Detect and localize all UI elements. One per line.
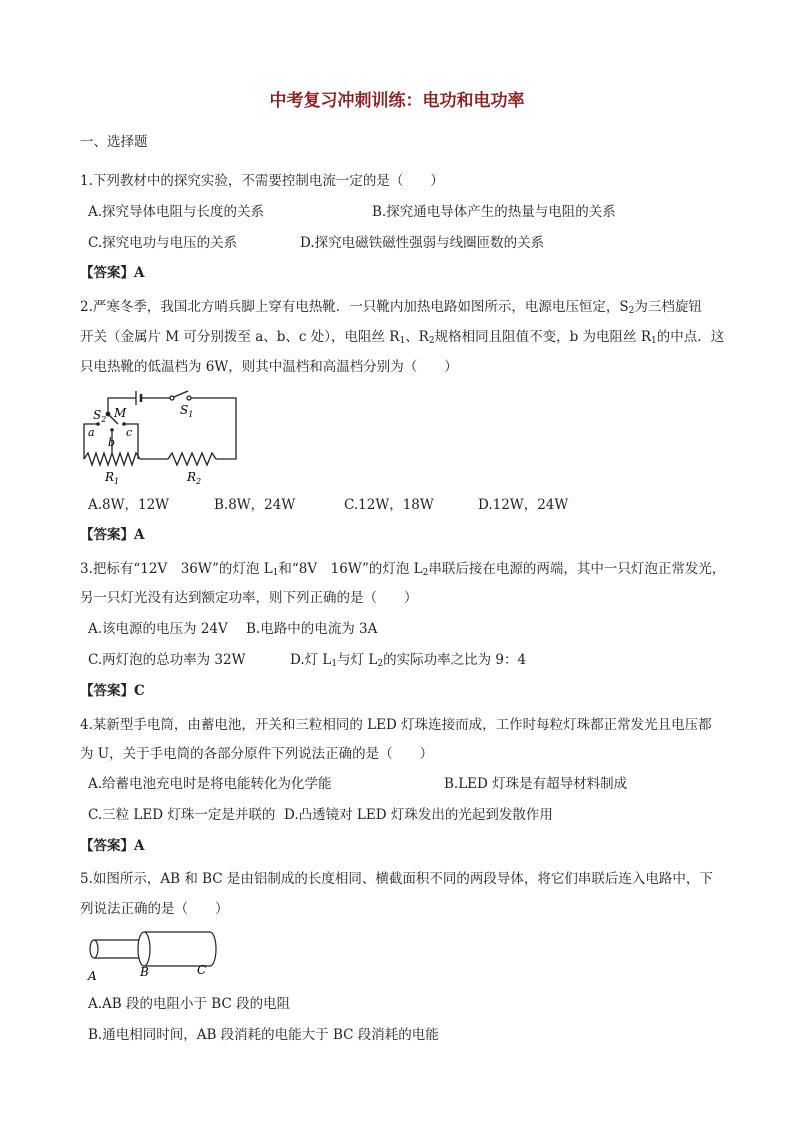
q2-stem-line2: 开关（金属片 M 可分别拨至 a、b、c 处），电阻丝 $R_1$、$R_2$规格相同且阻值不变，b 为电阻丝 $R_1$的中点．这: [80, 329, 725, 346]
svg-text:a: a: [88, 426, 95, 439]
r1-zigzag: [84, 453, 140, 465]
q2-circuit-diagram: [74, 384, 244, 488]
svg-text:b: b: [108, 436, 116, 449]
svg-text:R2: $R_2$: [187, 470, 202, 486]
q2-option-d: D.12W，24W: [478, 497, 569, 513]
q2-stem-line1: 2.严寒冬季，我国北方哨兵脚上穿有电热靴．一只靴内加热电路如图所示，电源电压恒定，$S_2$为三档旋钮: [80, 299, 702, 316]
conductor-bc: [144, 932, 216, 966]
svg-text:A: A: [88, 969, 97, 983]
q2-option-b: B.8W，24W: [214, 497, 296, 513]
q1-option-c: C.探究电功与电压的关系: [88, 235, 238, 251]
q3-option-b: B.电路中的电流为 3A: [246, 621, 378, 637]
svg-text:C: C: [197, 963, 207, 977]
q2-option-a: A.8W，12W: [88, 497, 170, 513]
page-title: 中考复习冲刺训练：电功和电功率: [269, 91, 525, 111]
q5-option-b: B.通电相同时间，AB 段消耗的电能大于 BC 段消耗的电能: [88, 1027, 439, 1043]
q3-option-a: A.该电源的电压为 24V: [88, 621, 228, 637]
q5-option-a: A.AB 段的电阻小于 BC 段的电阻: [88, 996, 291, 1012]
q5-stem-line2: 列说法正确的是（ ）: [80, 901, 229, 917]
svg-text:M: M: [114, 406, 127, 420]
q3-stem-line2: 另一只灯光没有达到额定功率，则下列正确的是（ ）: [80, 590, 418, 606]
q5-conductor-diagram: [82, 924, 222, 986]
q4-stem-line1: 4.某新型手电筒，由蓄电池，开关和三粒相同的 LED 灯珠连接而成，工作时每粒灯珠都正常发光且电压都: [80, 717, 712, 733]
q4-option-d: D.凸透镜对 LED 灯珠发出的光起到发散作用: [284, 807, 553, 823]
q1-answer: 【答案】A: [80, 265, 145, 281]
q4-option-c: C.三粒 LED 灯珠一定是并联的: [88, 807, 276, 823]
svg-text:S2: $S_2$: [93, 408, 107, 424]
svg-text:R1: $R_1$: [105, 470, 120, 486]
q3-answer: 【答案】C: [80, 683, 145, 699]
section-heading: 一、选择题: [80, 134, 148, 150]
conductor-bc-end: [138, 932, 150, 966]
q4-option-b: B.LED 灯珠是有超导材料制成: [444, 776, 628, 792]
q1-option-a: A.探究导体电阻与长度的关系: [88, 204, 265, 220]
r2-zigzag: [168, 453, 216, 465]
q4-option-a: A.给蓄电池充电时是将电能转化为化学能: [88, 776, 332, 792]
q1-stem: 1.下列教材中的探究实验，不需要控制电流一定的是（ ）: [80, 173, 444, 189]
q2-option-c: C.12W，18W: [344, 497, 434, 513]
q3-stem-line1: 3.把标有“12V 36W”的灯泡 $L_1$和“8V 16W”的灯泡 $L_2$串联后接在电源的两端，其中一只灯泡正常发光，: [80, 561, 726, 578]
q1-option-d: D.探究电磁铁磁性强弱与线圈匝数的关系: [300, 235, 545, 251]
q1-option-b: B.探究通电导体产生的热量与电阻的关系: [372, 204, 616, 220]
switch-s1-blade: [174, 391, 188, 397]
svg-text:B: B: [140, 965, 149, 979]
q4-answer: 【答案】A: [80, 838, 145, 854]
q4-stem-line2: 为 U，关于手电筒的各部分原件下列说法正确的是（ ）: [80, 746, 434, 762]
svg-text:S1: $S_1$: [180, 403, 194, 419]
conductor-ab: [94, 940, 144, 958]
q3-option-c: C.两灯泡的总功率为 32W: [88, 652, 246, 668]
q2-answer: 【答案】A: [80, 527, 145, 543]
q2-stem-line3: 只电热靴的低温档为 6W，则其中温档和高温档分别为（ ）: [80, 359, 458, 375]
svg-text:c: c: [126, 426, 133, 439]
q5-stem-line1: 5.如图所示，AB 和 BC 是由铝制成的长度相同、横截面积不同的两段导体，将它们串联后连入电路中，下: [80, 871, 713, 887]
q3-option-d: D.灯 $L_1$与灯 $L_2$的实际功率之比为 9：4: [290, 652, 527, 669]
conductor-ab-end: [90, 940, 98, 958]
